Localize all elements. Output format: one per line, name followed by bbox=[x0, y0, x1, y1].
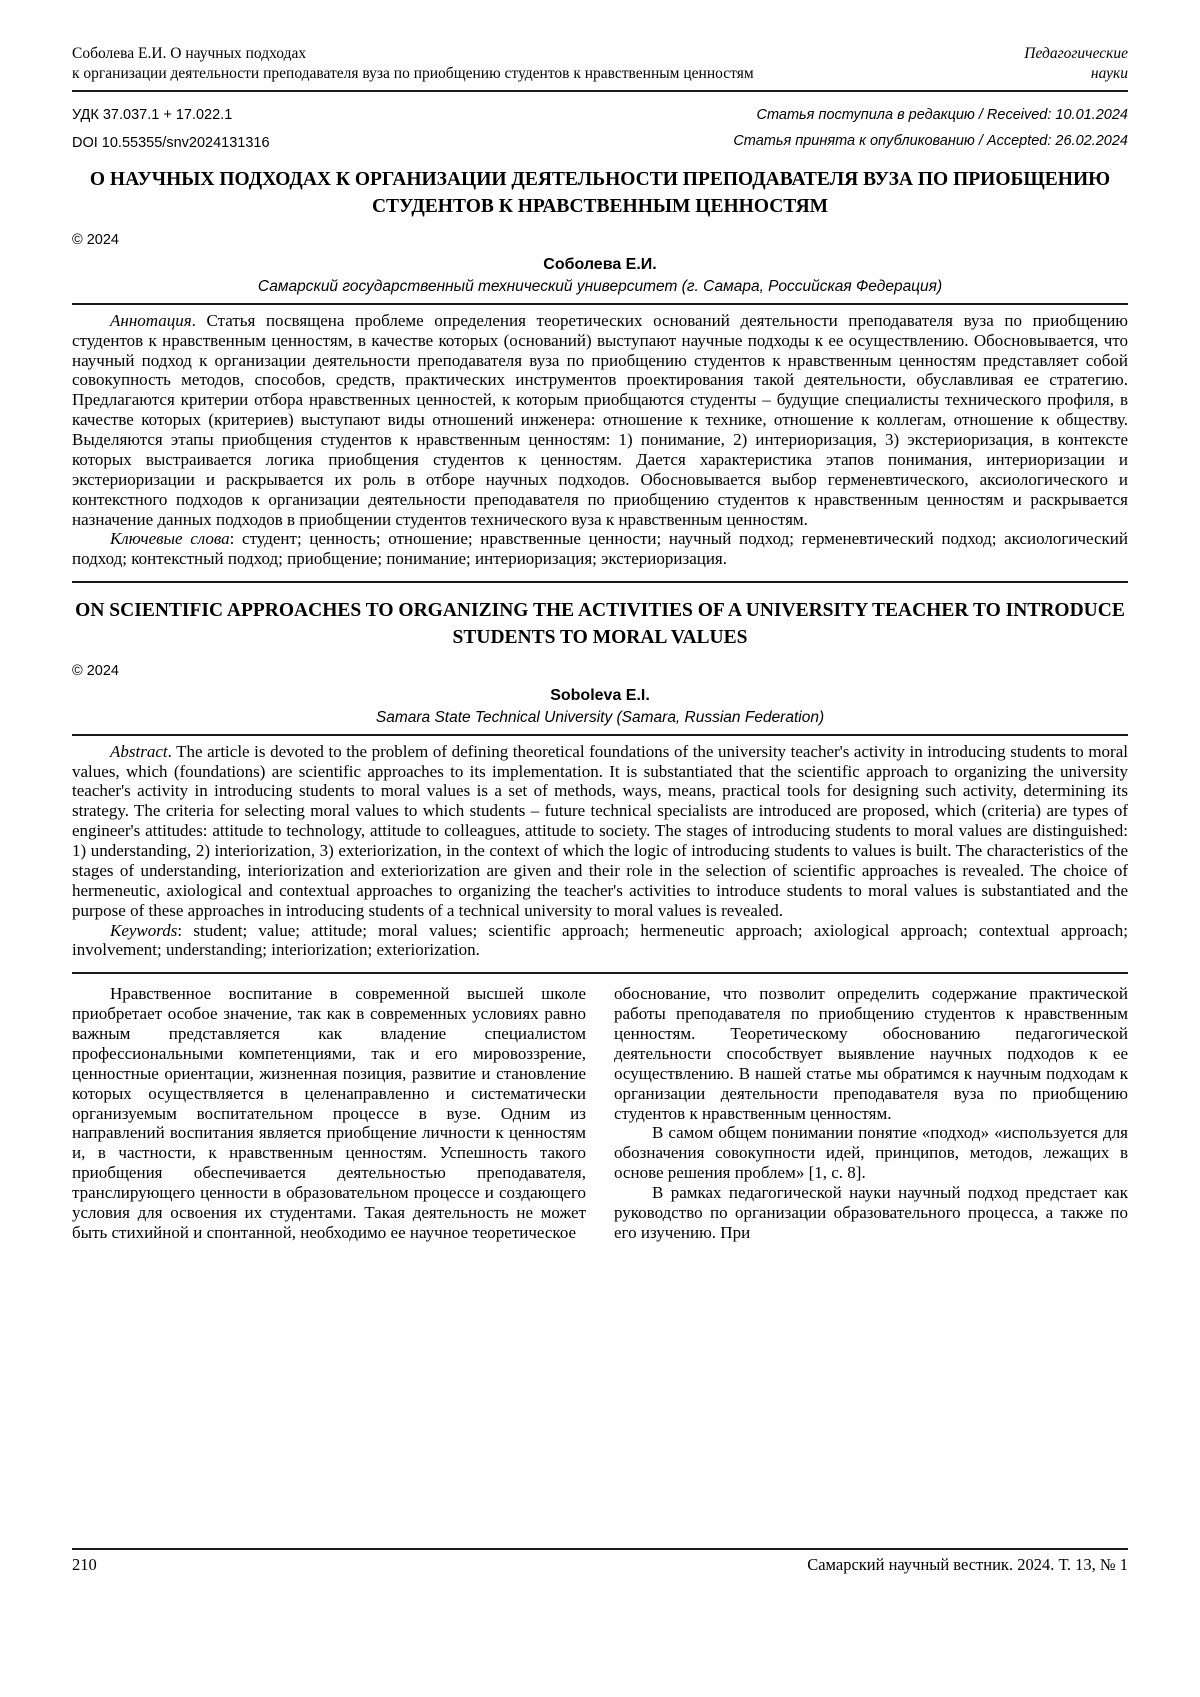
keywords-ru bbox=[72, 529, 1128, 569]
header-rule bbox=[72, 90, 1128, 92]
footer-rule bbox=[72, 1548, 1128, 1550]
journal-reference: Самарский научный вестник. 2024. Т. 13, № 1 bbox=[807, 1555, 1128, 1574]
keywords-label-ru: Ключевые слова bbox=[110, 529, 230, 549]
abstract-label-ru: Аннотация bbox=[110, 310, 192, 330]
section-name-line2: науки bbox=[1090, 65, 1128, 83]
keywords-text-en: : student; value; attitude; moral values; scientific approach; hermeneutic approach; axiological approach; contextual approach; involvement; understanding; interiorization; exteriorization. bbox=[72, 920, 1128, 960]
section-name-line1: Педагогические bbox=[1024, 45, 1128, 62]
affiliation-ru: Самарский государственный технический университет (г. Самара, Российская Федерация) bbox=[257, 277, 943, 295]
body-text-columns bbox=[72, 984, 1128, 1372]
article-title-ru: О НАУЧНЫХ ПОДХОДАХ К ОРГАНИЗАЦИИ ДЕЯТЕЛЬНОСТИ ПРЕПОДАВАТЕЛЯ ВУЗА ПО ПРИОБЩЕНИЮ СТУДЕНТОВ К НРАВСТВЕННЫМ ЦЕННОСТЯМ bbox=[89, 169, 1111, 218]
running-head-section bbox=[1000, 44, 1128, 85]
body-paragraph: В рамках педагогической науки научный подход предстает как руководство по организации образовательного процесса, а также по его изучению. При bbox=[614, 1183, 1128, 1242]
running-head-article bbox=[72, 44, 754, 85]
abstract-en bbox=[72, 742, 1128, 921]
section-divider bbox=[72, 581, 1128, 583]
accepted-date: Статья принята к опубликованию / Accepted: 26.02.2024 bbox=[733, 133, 1128, 150]
abstract-text-ru: . Статья посвящена проблеме определения теоретических оснований деятельности преподавателя вуза по приобщению студентов к нравственным ценностям, в качестве которых (оснований) выступают научные подходы к ее осуществлению. Обосновывается, что научный подход к организации деятельности преподавателя вуза по приобщению студентов к нравственным ценностям представляет собой совокупность методов, способов, средств, практических инструментов проектирования такой деятельности, обуславливая ее стратегию. Предлагаются критерии отбора нравственных ценностей, к которым приобщаются студенты – будущие специалисты технического профиля, в качестве которых (критериев) выступают виды отношений инженера: отношение к технике, отношение к коллегам, отношение к обществу. Выделяются этапы приобщения студентов к нравственным ценностям: 1) понимание, 2) интериоризация, 3) экстериоризация, в контексте которых выстраивается логика приобщения студентов к ценностям. Дается характеристика этапов понимания, интериоризации и экстериоризации и раскрывается их роль в отборе научных подходов. Обосновывается выбор герменевтического, аксиологического и контекстного подходов к организации деятельности преподавателя по приобщению студентов к нравственным ценностям и раскрывается назначение данных подходов в приобщении студентов технического вуза к нравственным ценностям. bbox=[72, 310, 1128, 529]
keywords-label-en: Keywords bbox=[110, 920, 178, 940]
right-column bbox=[614, 984, 1128, 1372]
article-meta bbox=[72, 106, 1128, 152]
received-date: Статья поступила в редакцию / Received: 10.01.2024 bbox=[756, 106, 1128, 123]
keywords-text-ru: : студент; ценность; отношение; нравственные ценности; научный подход; герменевтический подход; аксиологический подход; контекстный подход; приобщение; понимание; интериоризация; экстериоризация. bbox=[72, 529, 1128, 569]
article-title-en: ON SCIENTIFIC APPROACHES TO ORGANIZING THE ACTIVITIES OF A UNIVERSITY TEACHER TO INTRODUCE STUDENTS TO MORAL VALUES bbox=[75, 600, 1125, 649]
footer-row bbox=[72, 1555, 1128, 1575]
author-name-ru: Соболева Е.И. bbox=[543, 255, 657, 273]
doi-number: DOI 10.55355/snv2024131316 bbox=[72, 135, 270, 152]
copyright-ru: © 2024 bbox=[72, 231, 119, 248]
page-number: 210 bbox=[72, 1555, 97, 1574]
body-paragraph-continuation: обоснование, что позволит определить содержание практической работы преподавателя по приобщению студентов к нравственным ценностям. Теоретическому обоснованию педагогической деятельности способствует выявление научных подходов к ее осуществлению. В нашей статье мы обратимся к научным подходам к организации деятельности преподавателя вуза по приобщению студентов к нравственным ценностям. bbox=[614, 984, 1128, 1123]
meta-dates bbox=[733, 106, 1128, 152]
body-paragraph: Нравственное воспитание в современной высшей школе приобретает особое значение, так как в современных условиях равно важным представляется как владение специалистом профессиональными компетенциями, так и его мировоззрение, ценностные ориентации, жизненная позиция, развитие и становление которых осуществляется в целенаправленно и систематически организуемым воспитательном процессе в вузе. Одним из направлений воспитания является приобщение личности к ценностям и, в частности, к нравственным ценностям. Успешность такого приобщения обеспечивается деятельностью преподавателя, транслирующего ценности в образовательном процессе и создающего условия для освоения их студентами. Такая деятельность не может быть стихийной и спонтанной, необходимо ее научное теоретическое bbox=[72, 984, 586, 1242]
abstract-divider-ru bbox=[72, 303, 1128, 305]
abstract-label-en: Abstract bbox=[110, 741, 168, 761]
copyright-en: © 2024 bbox=[72, 662, 119, 679]
udc-number: УДК 37.037.1 + 17.022.1 bbox=[72, 106, 233, 123]
abstract-ru bbox=[72, 311, 1128, 530]
body-divider bbox=[72, 972, 1128, 974]
abstract-divider-en bbox=[72, 734, 1128, 736]
left-column bbox=[72, 984, 586, 1372]
meta-identifiers bbox=[72, 106, 270, 152]
abstract-text-en: . The article is devoted to the problem of defining theoretical foundations of the university teacher's activity in introducing students to moral values, which (foundations) are scientific approaches to its implementation. It is substantiated that the scientific approach to organizing the university teacher's activity in introducing students to moral values is a set of methods, ways, means, practical tools for designing such activity, determining its strategy. The criteria for selecting moral values to which students – future technical specialists are introduced are proposed, which (criteria) are types of engineer's attitudes: attitude to technology, attitude to colleagues, attitude to society. The stages of introducing students to moral values are distinguished: 1) understanding, 2) interiorization, 3) exteriorization, in the context of which the logic of introducing students to values is built. The characteristics of the stages of understanding, interiorization and exteriorization are given and their role in the selection of scientific approaches is revealed. The choice of hermeneutic, axiological and contextual approaches to organizing the teacher's activities to introduce students to moral values is substantiated and the purpose of these approaches in introducing students of a technical university to moral values is revealed. bbox=[72, 741, 1128, 920]
running-head bbox=[72, 44, 1128, 85]
page-footer bbox=[72, 1548, 1128, 1575]
affiliation-en: Samara State Technical University (Samara, Russian Federation) bbox=[375, 708, 825, 726]
body-paragraph: В самом общем понимании понятие «подход» «используется для обозначения совокупности идей, принципов, методов, лежащих в основе решения проблем» [1, с. 8]. bbox=[614, 1123, 1128, 1183]
running-head-line1: Соболева Е.И. О научных подходах bbox=[72, 45, 307, 62]
keywords-en bbox=[72, 921, 1128, 961]
author-name-en: Soboleva E.I. bbox=[550, 686, 650, 704]
running-head-line2: к организации деятельности преподавателя вуза по приобщению студентов к нравственным ценностям bbox=[72, 65, 754, 83]
